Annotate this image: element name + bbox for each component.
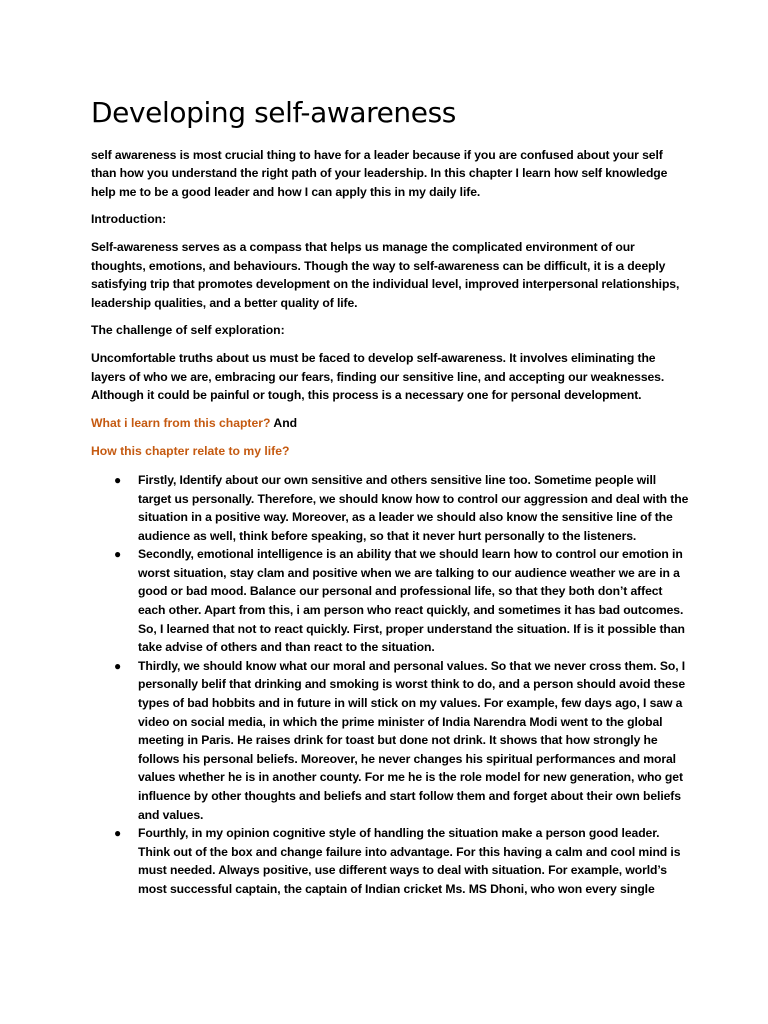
list-item-text: Firstly, Identify about our own sensitive and others sensitive line too. Sometime people will target us personally. Therefore, we should know how to control our aggression and deal with the situation in a positive way. Moreover, as a leader we should also know the sensitive line of the audience as well, think before speaking, so that it never hurt personally to the listeners. bbox=[138, 472, 689, 543]
question-line-1 bbox=[91, 414, 691, 433]
list-item-text: Secondly, emotional intelligence is an ability that we should learn how to control our emotion in worst situation, stay clam and positive when we are talking to our audience weather we are in a good or bad mood. Balance our personal and professional life, so that they both don’t affect each other. Apart from this, i am person who react quickly, and sometimes it has bad outcomes. So, I learned that not to react quickly. First, proper understand the situation. If is it possible than take advise of others and than react to the situation. bbox=[138, 547, 685, 655]
challenge-heading: The challenge of self exploration: bbox=[91, 323, 285, 338]
introduction-paragraph: Self-awareness serves as a compass that helps us manage the complicated environment of our thoughts, emotions, and behaviours. Though the way to self-awareness can be difficult, it is a deeply satisfying trip that promotes development on the individual level, improved interpersonal relationships, leadership qualities, and a better quality of life. bbox=[91, 239, 680, 310]
document-page bbox=[91, 96, 691, 899]
question-2: How this chapter relate to my life? bbox=[91, 444, 290, 459]
intro-paragraph: self awareness is most crucial thing to have for a leader because if you are confused about your self than how you understand the right path of your leadership. In this chapter I learn how self knowledge help me to be a good leader and how I can apply this in my daily life. bbox=[91, 147, 668, 199]
page-title: Developing self-awareness bbox=[91, 96, 456, 129]
list-item bbox=[91, 471, 691, 545]
bullet-icon: ● bbox=[114, 658, 122, 673]
list-item bbox=[91, 824, 691, 898]
introduction-heading: Introduction: bbox=[91, 212, 167, 227]
list-item-text: Fourthly, in my opinion cognitive style of handling the situation make a person good leader. Think out of the box and change failure into advantage. For this having a calm and cool mind is must needed. Always positive, use different ways to deal with situation. For example, world’s most successful captain, the captain of Indian cricket Ms. MS Dhoni, who won every single bbox=[138, 826, 681, 896]
list-item bbox=[91, 545, 691, 657]
list-item-text: Thirdly, we should know what our moral and personal values. So that we never cross them. So, I personally belif that drinking and smoking is worst think to do, and a person should avoid these types of bad hobbits and in future in will stick on my values. For example, few days ago, I saw a video on social media, in which the prime minister of India Narendra Modi went to the global meeting in Paris. He raises drink for toast but done not drink. It shows that how strongly he follows his personal beliefs. Moreover, he never changes his spiritual performances and moral values whether he is in another county. For me he is the role model for new generation, who get influence by other thoughts and beliefs and start follow them and forget about their own beliefs and values. bbox=[138, 658, 686, 822]
list-item bbox=[91, 657, 691, 824]
challenge-paragraph: Uncomfortable truths about us must be faced to develop self-awareness. It involves eliminating the layers of who we are, embracing our fears, finding our sensitive line, and accepting our weaknesses. Although it could be painful or tough, this process is a necessary one for personal development. bbox=[91, 350, 665, 403]
bullet-icon: ● bbox=[114, 472, 122, 487]
bullet-icon: ● bbox=[114, 826, 122, 841]
question-1-suffix: And bbox=[270, 415, 298, 430]
question-1: What i learn from this chapter? bbox=[91, 415, 271, 430]
bullet-list bbox=[91, 471, 691, 899]
bullet-icon: ● bbox=[114, 547, 122, 562]
